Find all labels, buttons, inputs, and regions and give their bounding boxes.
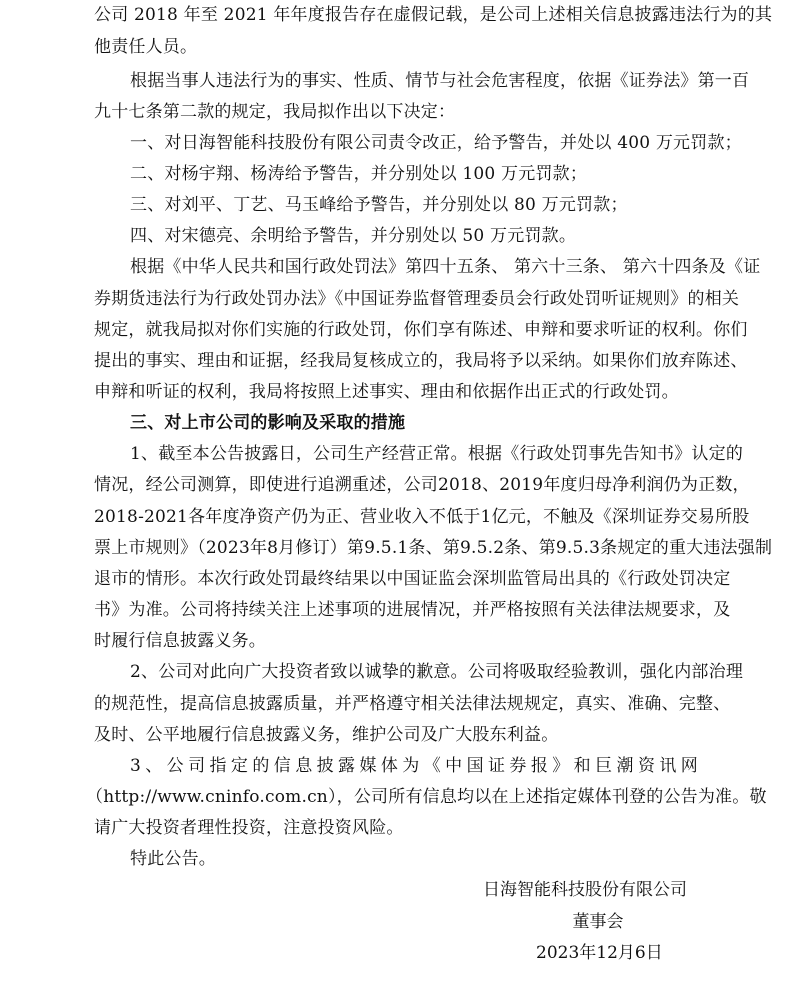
measure-item-3: 3、公司指定的信息披露媒体为《中国证券报》和巨潮资讯网 — [130, 756, 698, 776]
body-line: 申辩和听证的权利，我局将按照上述事实、理由和依据作出正式的行政处罚。 — [94, 382, 679, 402]
body-line: 及时、公平地履行信息披露义务，维护公司及广大股东利益。 — [94, 725, 559, 745]
decision-item-4: 四、对宋德亮、余明给予警告，并分别处以 50 万元罚款。 — [130, 226, 577, 246]
closing-statement: 特此公告。 — [130, 849, 216, 869]
body-line: 的规范性，提高信息披露质量，并严格遵守相关法律法规规定，真实、准确、完整、 — [94, 694, 731, 714]
decision-item-3: 三、对刘平、丁艺、马玉峰给予警告，并分别处以 80 万元罚款； — [130, 195, 628, 215]
body-line: 2018-2021各年度净资产仍为正、营业收入不低于1亿元，不触及《深圳证券交易所股 — [94, 507, 750, 527]
body-line: 九十七条第二款的规定，我局拟作出以下决定： — [94, 102, 456, 122]
signature-company: 日海智能科技股份有限公司 — [483, 880, 687, 900]
body-line: 情况，经公司测算，即使进行追溯重述，公司2018、2019年度归母净利润仍为正数， — [94, 475, 750, 495]
body-line: 他责任人员。 — [94, 37, 198, 57]
measure-item-1: 1、截至本公告披露日，公司生产经营正常。根据《行政处罚事先告知书》认定的 — [130, 444, 744, 464]
body-line: 退市的情形。本次行政处罚最终结果以中国证监会深圳监管局出具的《行政处罚决定 — [94, 569, 731, 589]
body-line: 公司 2018 年至 2021 年年度报告存在虚假记载，是公司上述相关信息披露违法行为的其 — [94, 5, 773, 25]
body-line: （http://www.cninfo.com.cn），公司所有信息均以在上述指定媒体刊登的公告为准。敬 — [86, 787, 767, 807]
body-line: 请广大投资者理性投资，注意投资风险。 — [94, 818, 404, 838]
section-heading: 三、对上市公司的影响及采取的措施 — [130, 413, 406, 433]
measure-item-2: 2、公司对此向广大投资者致以诚挚的歉意。公司将吸取经验教训，强化内部治理 — [130, 662, 744, 682]
body-line: 时履行信息披露义务。 — [94, 631, 266, 651]
body-line: 券期货违法行为行政处罚办法》《中国证券监督管理委员会行政处罚听证规则》的相关 — [94, 289, 740, 309]
paragraph-decision-basis: 根据当事人违法行为的事实、性质、情节与社会危害程度，依据《证券法》第一百 — [130, 71, 750, 91]
body-line: 规定，就我局拟对你们实施的行政处罚，你们享有陈述、申辩和要求听证的权利。你们 — [94, 320, 748, 340]
signature-date: 2023年12月6日 — [536, 943, 663, 963]
decision-item-2: 二、对杨宇翔、杨涛给予警告，并分别处以 100 万元罚款； — [130, 164, 588, 184]
paragraph-rights: 根据《中华人民共和国行政处罚法》第四十五条、 第六十三条、 第六十四条及《证 — [130, 257, 761, 277]
decision-item-1: 一、对日海智能科技股份有限公司责令改正，给予警告，并处以 400 万元罚款； — [130, 133, 742, 153]
body-line: 提出的事实、理由和证据，经我局复核成立的，我局将予以采纳。如果你们放弃陈述、 — [94, 351, 748, 371]
body-line: 书》为准。公司将持续关注上述事项的进展情况，并严格按照有关法律法规要求，及 — [94, 600, 731, 620]
signature-board: 董事会 — [572, 912, 624, 932]
body-line: 票上市规则》（2023年8月修订）第9.5.1条、第9.5.2条、第9.5.3条规定的重大违法强制 — [94, 538, 773, 558]
